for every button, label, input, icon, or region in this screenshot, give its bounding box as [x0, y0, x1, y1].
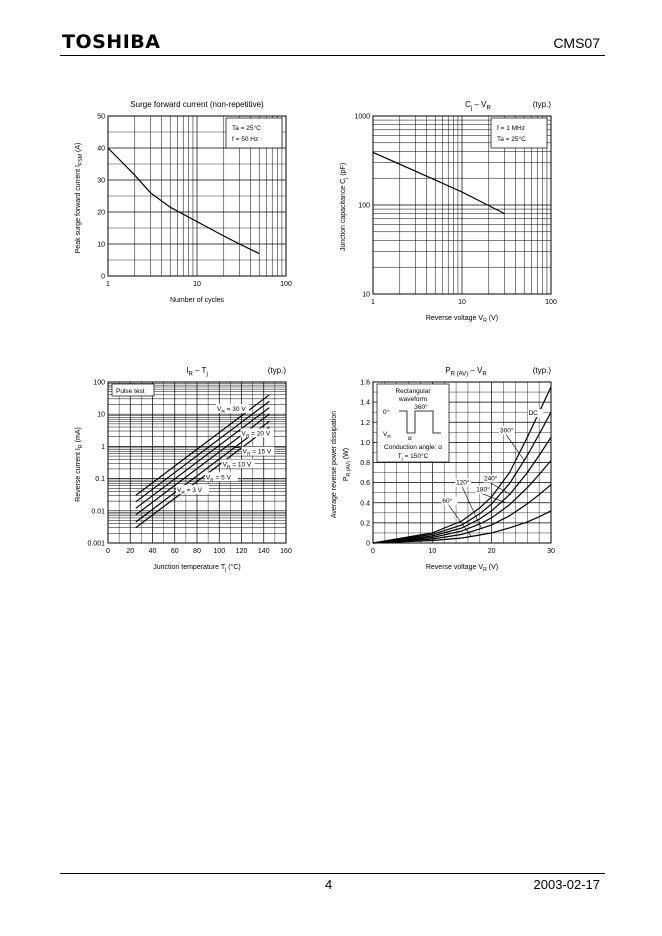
ir-x-tick-label: 100 — [213, 548, 226, 555]
ir-x-tick-label: 140 — [257, 548, 270, 555]
ir-y-tick-label: 0.1 — [95, 476, 105, 484]
pr-inset-conduction: Conduction angle: α — [384, 444, 442, 451]
surge-y-tick-label: 10 — [97, 241, 105, 249]
ir-x-axis-label: Junction temperature $T_j$ (°C) — [153, 564, 241, 574]
surge-y-tick-label: 30 — [97, 177, 105, 185]
pr-x-axis-label: Reverse voltage $V_R$ (V) — [425, 564, 499, 574]
pr-y-tick-label: 0.2 — [360, 520, 370, 528]
ir-annotation-label: $V_R = 20$ V — [241, 430, 271, 440]
pr-curve-label: 120° — [456, 479, 470, 487]
pr-x-tick-label: 20 — [487, 548, 496, 555]
toshiba-logo: TOSHIBA — [62, 31, 161, 53]
ir-x-tick-label: 20 — [126, 548, 135, 555]
surge-legend-entry: Ta = 25°C — [232, 125, 261, 132]
ir-y-tick-label: 0.01 — [91, 508, 105, 516]
cj-x-tick-label: 10 — [458, 299, 466, 306]
surge-x-axis-label: Number of cycles — [169, 297, 225, 304]
pr-series-line — [373, 461, 551, 544]
surge-legend-entry: f = 50 Hz — [232, 136, 259, 143]
surge-y-tick-label: 40 — [97, 145, 105, 153]
ir-title-note: (typ.) — [267, 366, 286, 375]
pr-y-tick-label: 1.6 — [360, 379, 370, 387]
surge-y-tick-label: 0 — [101, 273, 105, 281]
pr-title: $P_{R (AV)} - V_R$ — [445, 366, 487, 378]
cj-legend-entry: f = 1 MHz — [497, 125, 525, 132]
pr-x-tick-label: 0 — [371, 548, 375, 555]
footer-rule — [60, 873, 605, 874]
pr-x-tick-label: 10 — [428, 548, 437, 555]
ir-y-axis-label: Reverse current $I_R$ (mA) — [75, 427, 85, 502]
pr-y-axis-label: Average reverse power dissipation — [331, 410, 338, 519]
ir-annotation-label: $V_R = 10$ V — [222, 461, 252, 471]
cj-legend-box — [491, 118, 547, 148]
pr-inset-title: Rectangular — [395, 388, 431, 395]
part-number: CMS07 — [553, 35, 600, 51]
surge-x-tick-label: 100 — [280, 281, 292, 288]
cj-x-tick-label: 1 — [371, 299, 375, 306]
surge-y-axis-label: Peak surge forward current $I_{FSM}$ (A) — [75, 142, 85, 254]
surge-x-tick-label: 10 — [193, 281, 201, 288]
pr-y-tick-label: 0.6 — [360, 480, 370, 488]
cj-y-tick-label: 10 — [362, 291, 370, 299]
pr-y-tick-label: 0.8 — [360, 460, 370, 467]
ir-x-tick-label: 0 — [106, 548, 110, 555]
ir-annotation-label: $V_R = 15$ V — [242, 448, 272, 458]
cj-x-axis-label: Reverse voltage $V_R$ (V) — [425, 315, 499, 325]
pr-y-tick-label: 0 — [366, 540, 370, 548]
ir-legend-entry: Pulse test — [116, 388, 145, 395]
ir-annotation-label: $V_R = 30$ V — [217, 405, 246, 415]
ir-x-tick-label: 60 — [170, 548, 179, 555]
pr-inset-title: waveform — [398, 396, 428, 403]
ir-annotation-label: $V_R = 3$ V — [176, 487, 203, 497]
pr-curve-label: 60° — [442, 497, 453, 505]
footer-date: 2003-02-17 — [533, 877, 600, 892]
pr-inset-angle-0: 0° — [383, 409, 390, 416]
pr-inset-vr-label: $V_R$ — [383, 431, 391, 440]
cj-series-line — [373, 152, 505, 213]
pr-curve-label: 300° — [499, 427, 514, 435]
pr-y-axis-symbol: $P_{R (AV)}$ (W) — [343, 447, 353, 482]
cj-title-note: (typ.) — [532, 100, 551, 109]
surge-x-tick-label: 1 — [106, 281, 110, 288]
ir-y-tick-label: 10 — [97, 411, 105, 419]
cj-x-tick-label: 100 — [545, 299, 557, 306]
cj-y-tick-label: 1000 — [354, 113, 370, 121]
pr-inset-tj: $T_j = 150^\circ C$ — [397, 453, 429, 462]
surge-title: Surge forward current (non-repetitive) — [130, 100, 264, 109]
pr-inset-alpha: α — [408, 435, 412, 442]
ir-title: $I_R - T_j$ — [186, 366, 208, 378]
surge-y-tick-label: 50 — [97, 113, 105, 121]
ir-y-tick-label: 1 — [101, 443, 105, 451]
pr-curve-label: 240° — [483, 475, 498, 483]
pr-y-tick-label: 1.4 — [360, 399, 370, 407]
cj-y-axis-label: Junction capacitance $C_j$ (pF) — [340, 162, 350, 252]
surge-legend-box — [226, 118, 282, 148]
pr-y-tick-label: 1.2 — [360, 419, 370, 427]
ir-x-tick-label: 120 — [235, 548, 248, 555]
ir-x-tick-label: 40 — [148, 548, 157, 555]
page-number: 4 — [325, 877, 333, 892]
pr-series-line — [373, 485, 551, 543]
pr-y-tick-label: 1.0 — [360, 439, 370, 447]
cj-y-tick-label: 100 — [358, 202, 370, 210]
surge-y-tick-label: 20 — [97, 209, 105, 217]
pr-title-note: (typ.) — [532, 366, 551, 375]
ir-y-tick-label: 0.001 — [87, 540, 105, 548]
pr-inset-angle-360: 360° — [414, 404, 428, 411]
pr-curve-label: DC — [528, 410, 538, 418]
cj-legend-entry: Ta = 25°C — [497, 136, 526, 143]
ir-x-tick-label: 160 — [280, 548, 292, 555]
pr-x-tick-label: 30 — [547, 548, 555, 555]
pr-y-tick-label: 0.4 — [360, 500, 370, 508]
ir-x-tick-label: 80 — [193, 548, 201, 555]
pr-curve-label: 180° — [476, 486, 490, 494]
ir-y-tick-label: 100 — [93, 379, 105, 387]
cj-title: $C_j - V_R$ — [465, 100, 491, 112]
ir-annotation-label: $V_R = 5$ V — [205, 474, 231, 484]
